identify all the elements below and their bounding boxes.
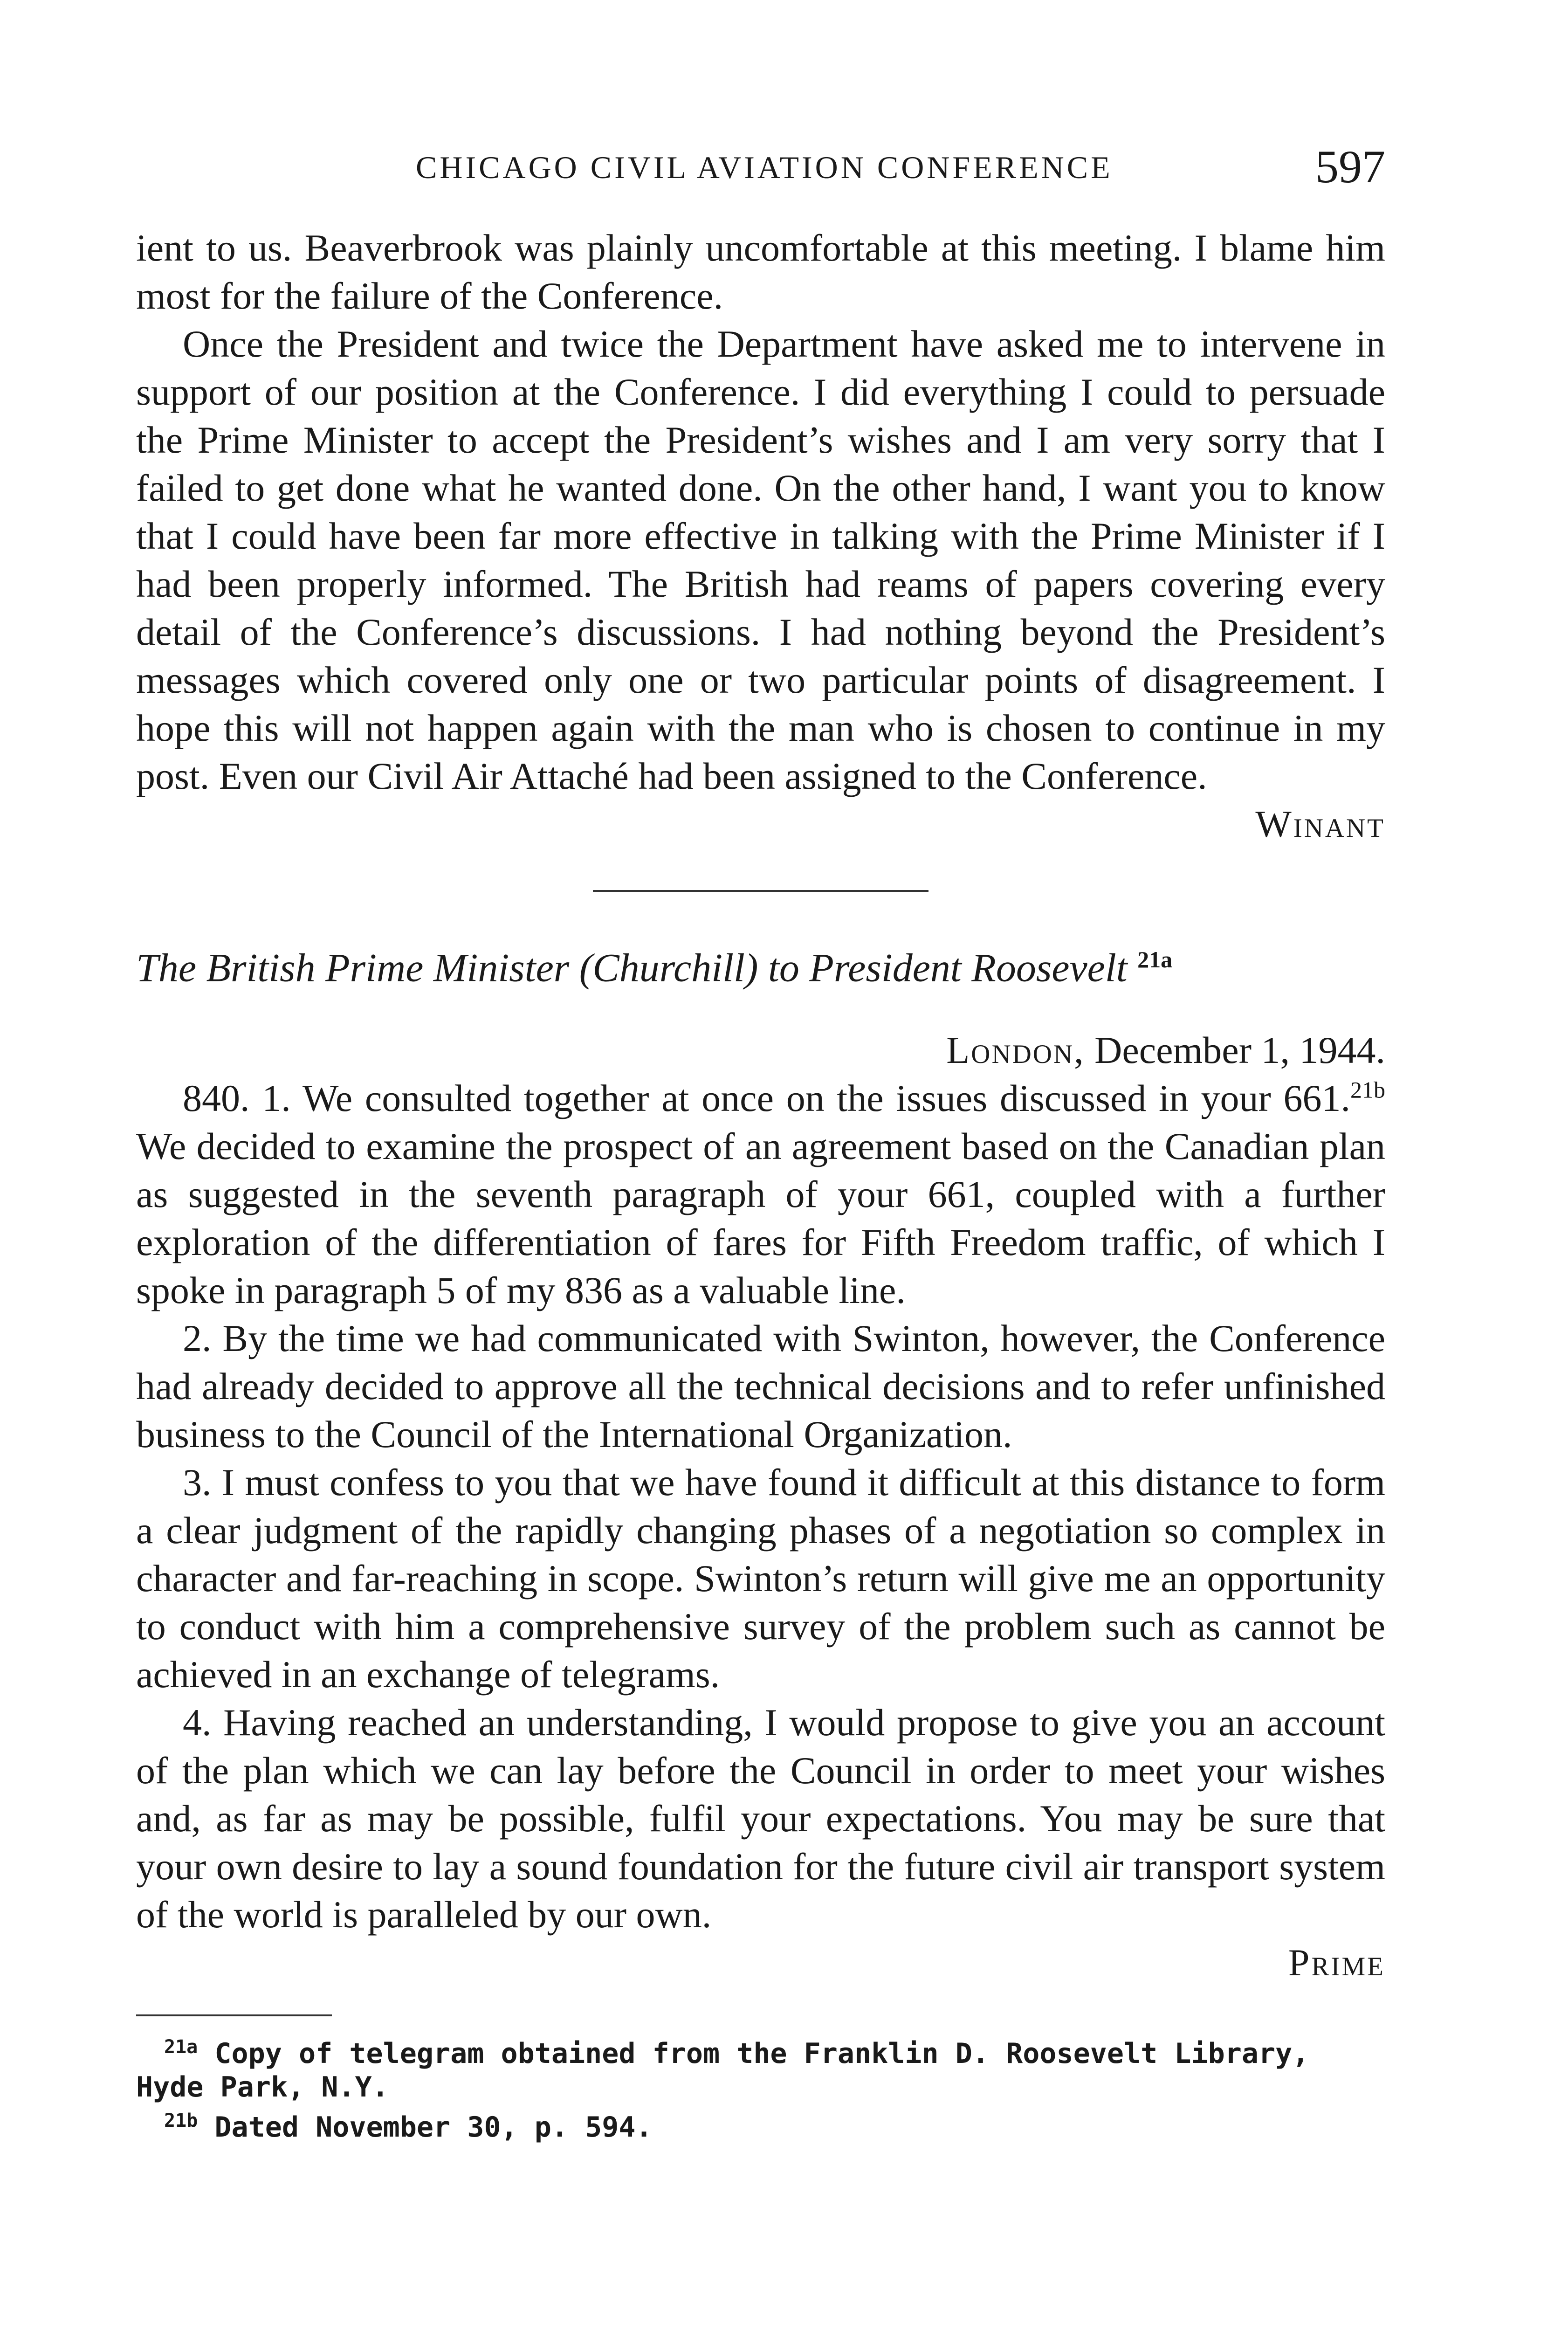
paragraph-continuation: ient to us. Beaverbrook was plainly uncomfortable at this meeting. I blame him most for the failure of the Conference. [136, 227, 1385, 317]
paragraph-2: 2. By the time we had communicated with Swinton, however, the Conference had already decided to approve all the technical decisions and to refer unfinished business to the Council of the International Organization. [136, 1317, 1385, 1455]
body-text [136, 224, 1385, 2144]
page-number: 597 [1315, 141, 1385, 193]
document-heading-text: The British Prime Minister (Churchill) to President Roosevelt [136, 945, 1128, 990]
footnote-rule [136, 2014, 332, 2016]
signature-prime: Prime [1288, 1941, 1385, 1984]
paragraph-winant-message: Once the President and twice the Department have asked me to intervene in support of our position at the Conference. I did everything I could to persuade the Prime Minister to accept the President’s wishes and I am very sorry that I failed to get done what he wanted done. On the other hand, I want you to know that I could have been far more effective in talking with the Prime Minister if I had been properly informed. The British had reams of papers covering every detail of the Conference’s discussions. I had nothing beyond the President’s messages which covered only one or two particular points of disagreement. I hope this will not happen again with the man who is chosen to continue in my post. Even our Civil Air Attaché had been assigned to the Conference. [136, 323, 1385, 797]
footnote-marker: 21b [164, 2110, 198, 2131]
footnote-ref-21b: 21b [1350, 1076, 1385, 1103]
dateline-place: London, [946, 1028, 1085, 1071]
dateline [136, 1026, 1385, 1074]
footnote-text: Copy of telegram obtained from the Franklin D. Roosevelt Library, Hyde Park, N.Y. [136, 2037, 1309, 2103]
footnote-text: Dated November 30, p. 594. [214, 2110, 653, 2144]
paragraph-1-start: 840. 1. We consulted together at once on the issues discussed in your 661. [183, 1076, 1350, 1119]
footnotes [136, 2014, 1385, 2144]
section-divider [593, 890, 928, 892]
footnote-marker: 21a [164, 2036, 198, 2058]
paragraph-1-rest: We decided to examine the prospect of an agreement based on the Canadian plan as suggested in the seventh paragraph of your 661, coupled with a further exploration of the differentiation of fares for Fifth Freedom traffic, of which I spoke in paragraph 5 of my 836 as a valuable line. [136, 1124, 1385, 1311]
paragraph-3: 3. I must confess to you that we have found it difficult at this distance to form a clear judgment of the rapidly changing phases of a negotiation so complex in character and far-reaching in scope. Swinton’s return will give me an opportunity to conduct with him a comprehensive survey of the problem such as cannot be achieved in an exchange of telegrams. [136, 1461, 1385, 1696]
document-heading [136, 934, 1385, 993]
signature-winant: Winant [1255, 803, 1385, 845]
dateline-date: December 1, 1944. [1094, 1028, 1385, 1071]
running-title: CHICAGO CIVIL AVIATION CONFERENCE [416, 150, 1113, 185]
paragraph-1 [136, 1074, 1385, 1314]
running-header [136, 140, 1385, 196]
footnote-21b [136, 2104, 1385, 2144]
footnote-21a [136, 2030, 1385, 2104]
paragraph-4: 4. Having reached an understanding, I would propose to give you an account of the plan which we can lay before the Council in order to meet your wishes and, as far as may be possible, fulfil your expectations. You may be sure that your own desire to lay a sound foundation for the future civil air transport system of the world is paralleled by our own. [136, 1701, 1385, 1936]
heading-footnote-ref: 21a [1137, 946, 1173, 972]
